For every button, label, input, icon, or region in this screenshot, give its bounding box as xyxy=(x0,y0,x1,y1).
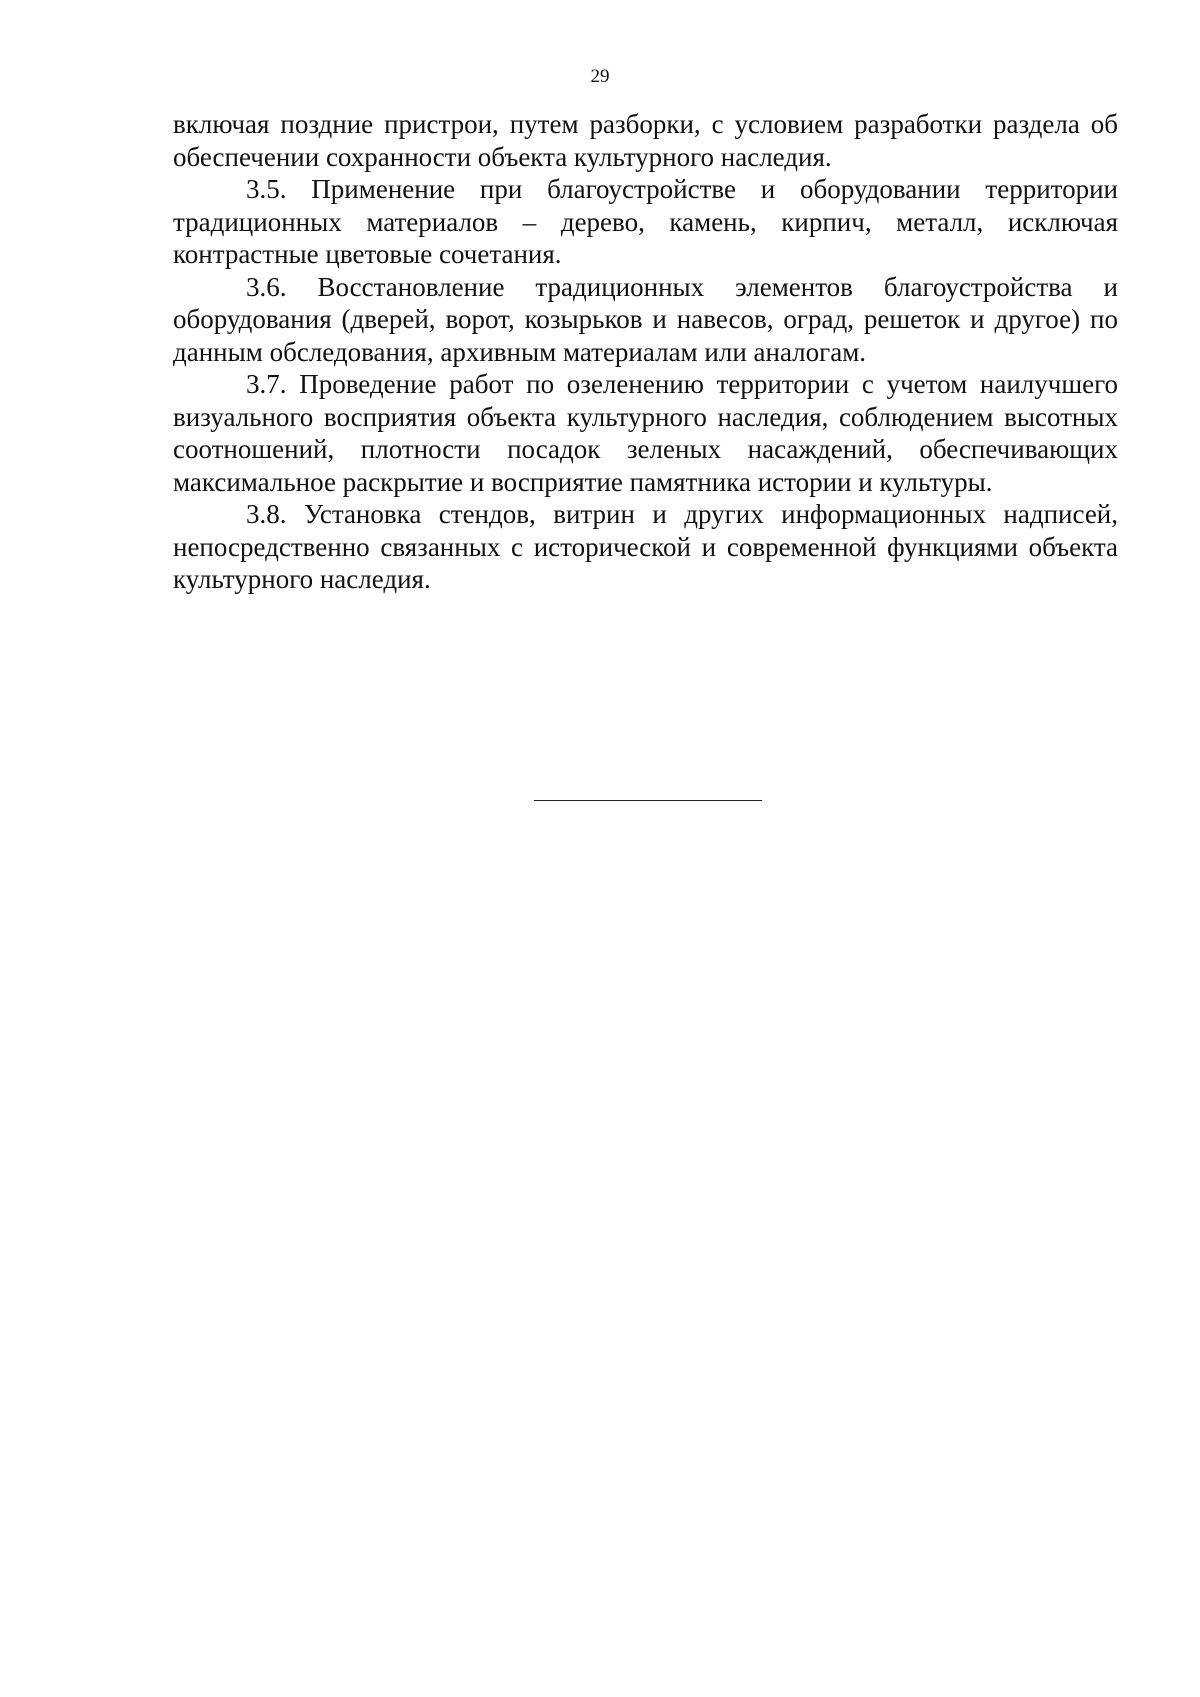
closing-divider-line xyxy=(534,800,762,801)
paragraph-3-8: 3.8. Установка стендов, витрин и других информационных надписей, непосредственно связанных с исторической и современной функциями объекта культурного наследия. xyxy=(173,499,1118,594)
page-number: 29 xyxy=(590,66,610,87)
paragraph-continuation: включая поздние пристрои, путем разборки, с условием разработки раздела об обеспечении сохранности объекта культурного наследия. xyxy=(173,109,1118,172)
paragraph-3-7: 3.7. Проведение работ по озеленению территории с учетом наилучшего визуального восприятия объекта культурного наследия, соблюдением высотных соотношений, плотности посадок зеленых насаждений, обеспечивающих максимальное раскрытие и восприятие памятника истории и культуры. xyxy=(173,369,1118,497)
paragraph-3-6: 3.6. Восстановление традиционных элементов благоустройства и оборудования (дверей, ворот, козырьков и навесов, оград, решеток и другое) по данным обследования, архивным материалам или аналогам. xyxy=(173,271,1118,367)
document-body xyxy=(173,108,1118,596)
paragraph-3-5: 3.5. Применение при благоустройстве и оборудовании территории традиционных материалов – дерево, камень, кирпич, металл, исключая контрастные цветовые сочетания. xyxy=(173,174,1118,269)
